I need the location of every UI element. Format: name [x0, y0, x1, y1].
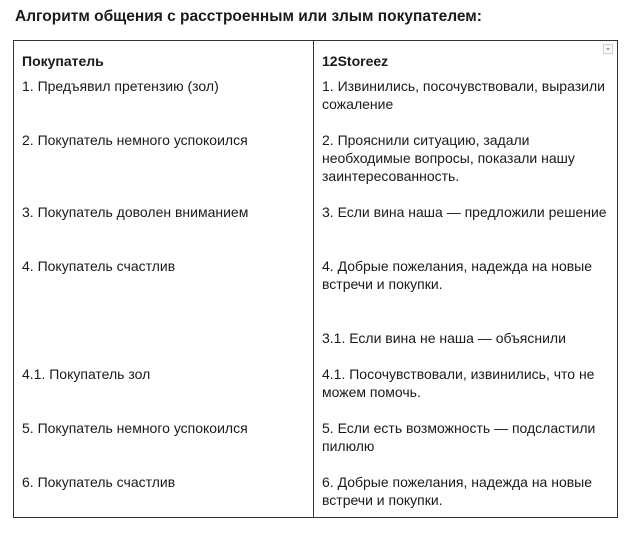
dropdown-filter-icon[interactable]: [603, 44, 613, 54]
cell-text: 1. Предъявил претензию (зол): [22, 77, 219, 94]
table-cell: [14, 257, 314, 329]
table-cell: [314, 365, 618, 419]
header-store-label: 12Storeez: [322, 53, 389, 69]
cell-text: 4. Добрые пожелания, надежда на новые встречи и покупки.: [322, 257, 593, 292]
table-cell: [314, 131, 618, 203]
cell-text: 3.1. Если вина не наша — объяснили: [322, 329, 566, 346]
table-cell: [314, 473, 618, 518]
table-cell: [14, 365, 314, 419]
table-cell: [314, 419, 618, 473]
cell-text: 4.1. Покупатель зол: [22, 365, 151, 382]
algorithm-table: [13, 40, 618, 518]
table-cell: [14, 203, 314, 257]
table-cell: [314, 77, 618, 131]
table-row: [14, 257, 618, 329]
table-cell: [314, 257, 618, 329]
cell-text: 6. Покупатель счастлив: [22, 473, 176, 490]
cell-text: 2. Покупатель немного успокоился: [22, 131, 248, 148]
page-title: Алгоритм общения с расстроенным или злым покупателем:: [15, 8, 482, 25]
table-cell: [314, 329, 618, 365]
table-row: [14, 329, 618, 365]
table-cell: [14, 329, 314, 365]
cell-text: 1. Извинились, посочувствовали, выразили сожаление: [322, 77, 605, 112]
table-row: [14, 77, 618, 131]
table-row: [14, 419, 618, 473]
cell-text: 5. Покупатель немного успокоился: [22, 419, 248, 436]
table-cell: [14, 473, 314, 518]
header-store: [314, 41, 618, 77]
table-cell: [14, 419, 314, 473]
table-row: [14, 365, 618, 419]
table-row: [14, 473, 618, 518]
cell-text: 3. Покупатель доволен вниманием: [22, 203, 249, 220]
table-row: [14, 203, 618, 257]
table-header-row: [14, 41, 618, 77]
cell-text: 4. Покупатель счастлив: [22, 257, 176, 274]
cell-text: 4.1. Посочувствовали, извинились, что не можем помочь.: [322, 365, 595, 400]
table-row: [14, 131, 618, 203]
cell-text: 6. Добрые пожелания, надежда на новые встречи и покупки.: [322, 473, 593, 508]
table-cell: [14, 77, 314, 131]
cell-text: 5. Если есть возможность — подсластили пилюлю: [322, 419, 596, 454]
table-cell: [14, 131, 314, 203]
cell-text: 2. Прояснили ситуацию, задали необходимые вопросы, показали нашу заинтересованность.: [322, 131, 575, 184]
cell-text: 3. Если вина наша — предложили решение: [322, 203, 607, 220]
table-cell: [314, 203, 618, 257]
header-customer: Покупатель: [14, 41, 314, 77]
